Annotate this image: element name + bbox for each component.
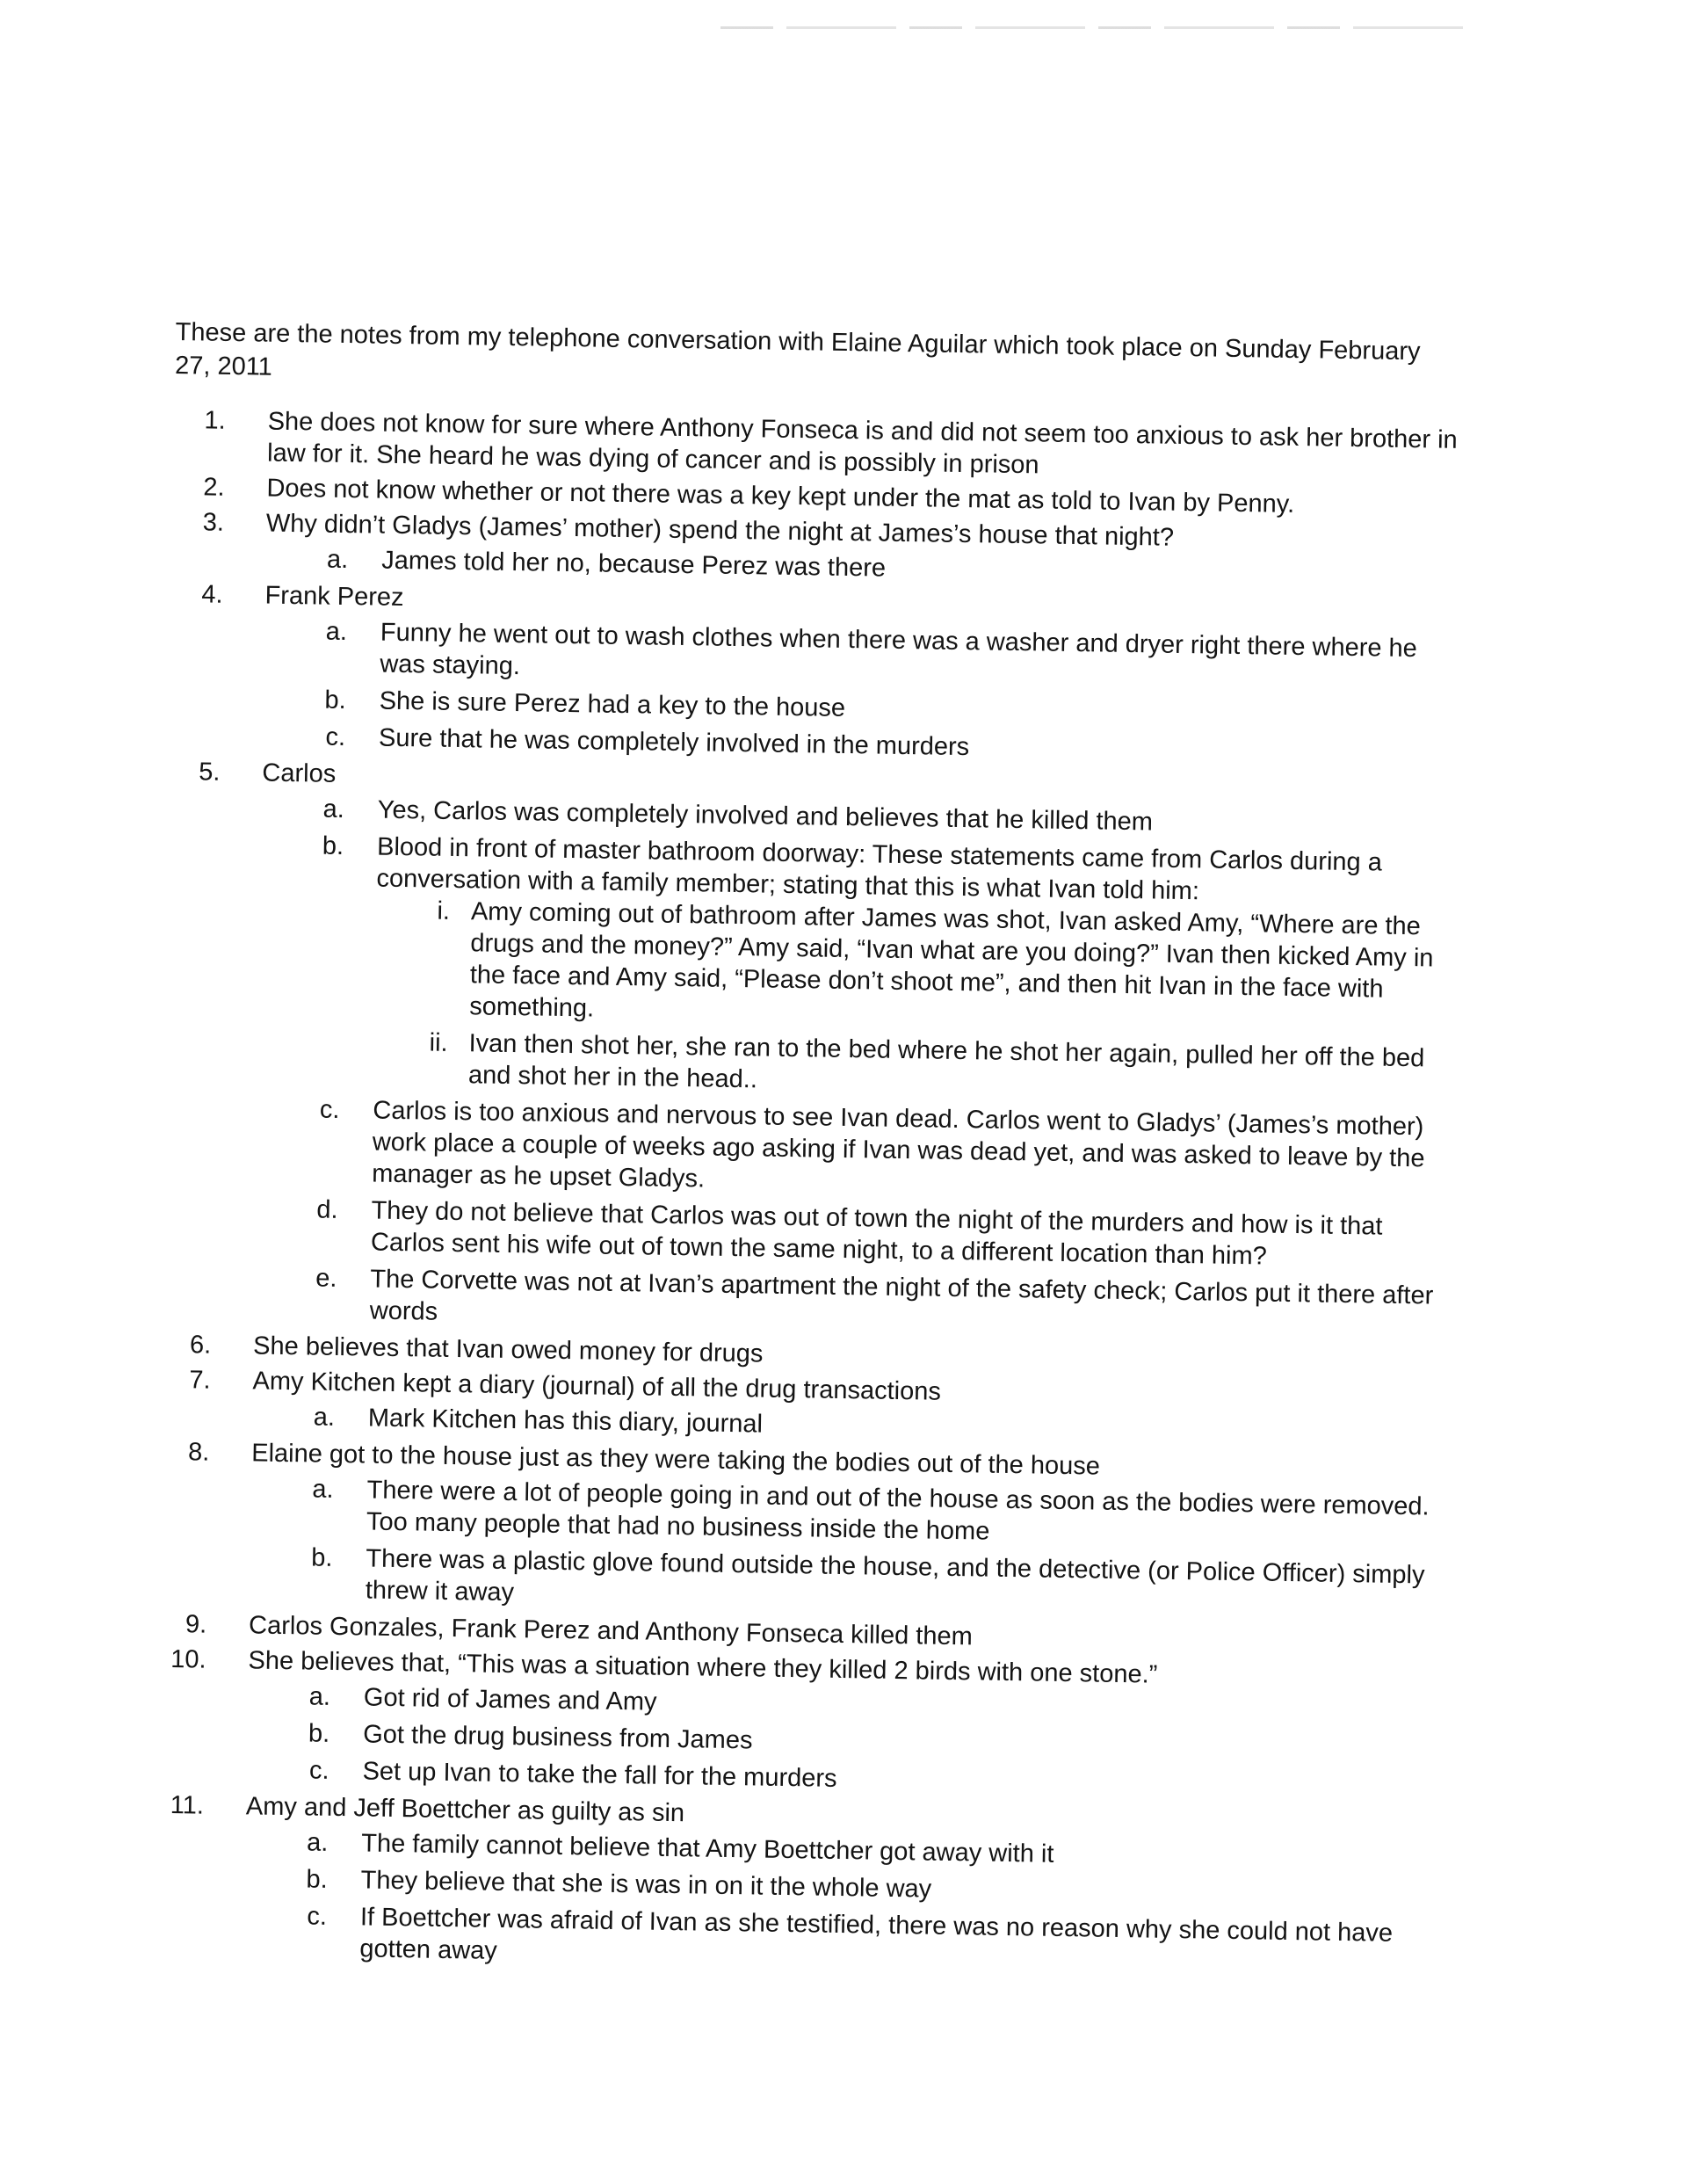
item-number: 1. — [204, 406, 226, 435]
item-number: a. — [308, 1682, 331, 1711]
item-text: The Corvette was not at Ivan’s apartment the night of the safety check; Carlos put it there after words — [369, 1265, 1434, 1326]
item-number: c. — [319, 1095, 340, 1124]
item-number: 9. — [185, 1610, 207, 1639]
item-text: She believes that, “This was a situation where they killed 2 birds with one stone.” — [248, 1646, 1158, 1689]
list-item — [310, 830, 1456, 1106]
item-text: She believes that Ivan owed money for drugs — [252, 1331, 764, 1368]
item-text: Ivan then shot her, she ran to the bed where he shot her again, pulled her off the bed and shot her in the head.. — [467, 1029, 1425, 1094]
item-number: c. — [325, 722, 346, 751]
item-number: 3. — [202, 508, 225, 537]
item-number: b. — [310, 1543, 333, 1572]
list-level-2 — [299, 1680, 1443, 1803]
item-text: She is sure Perez had a key to the house — [379, 686, 846, 722]
item-number: a. — [325, 617, 348, 647]
item-number: b. — [308, 1719, 330, 1748]
list-item — [158, 1643, 1443, 1804]
item-text: Sure that he was completely involved in the murders — [378, 723, 970, 762]
item-number: b. — [306, 1865, 328, 1894]
item-number: 4. — [201, 580, 223, 609]
item-number: a. — [306, 1828, 329, 1857]
item-text: Blood in front of master bathroom doorway: These statements came from Carlos during a conversation with a family member; stating that this is what Ivan told him: — [376, 832, 1383, 906]
item-text: The family cannot believe that Amy Boettcher got away with it — [361, 1829, 1054, 1868]
list-level-3 — [426, 896, 1455, 1107]
item-text: Carlos is too anxious and nervous to see Ivan dead. Carlos went to Gladys’ (James’s mother) work place a couple of weeks ago asking if Ivan was dead yet, and was asked to leave by the manager as he upset Gladys. — [372, 1096, 1425, 1194]
item-text: Carlos Gonzales, Frank Perez and Anthony Fonseca killed them — [248, 1611, 974, 1651]
item-text: Does not know whether or not there was a key kept under the mat as told to Ivan by Penny. — [266, 474, 1295, 519]
item-text: Amy coming out of bathroom after James was shot, Ivan asked Amy, “Where are the drugs and the money?” Amy said, “Ivan what are you doing?” Ivan then kicked Amy in the face and Amy said, “Please don’t shoot me”, and then hit Ivan in the face with something. — [469, 897, 1434, 1023]
list-item — [426, 1027, 1453, 1106]
item-number: b. — [324, 686, 346, 715]
list-level-2 — [307, 793, 1457, 1343]
item-text: Got the drug business from James — [363, 1720, 753, 1755]
notes-list — [156, 404, 1463, 1987]
list-item — [427, 896, 1455, 1038]
item-number: e. — [315, 1264, 337, 1293]
item-number: 11. — [170, 1791, 205, 1820]
scan-artifact-line — [720, 26, 1476, 29]
list-item — [296, 1900, 1439, 1981]
list-item — [307, 1262, 1450, 1343]
item-number: d. — [316, 1195, 338, 1224]
item-text: Funny he went out to wash clothes when there was a washer and dryer right there where he was staying. — [380, 618, 1418, 681]
numbered-list — [156, 404, 1463, 1982]
item-number: a. — [313, 1403, 336, 1432]
item-text: Got rid of James and Amy — [363, 1683, 657, 1716]
list-item — [308, 1194, 1451, 1274]
list-item — [308, 1093, 1452, 1206]
item-number: c. — [308, 1756, 329, 1785]
item-number: 2. — [203, 473, 225, 502]
item-text: If Boettcher was afraid of Ivan as she testified, there was no reason why she could not have gotten away — [359, 1903, 1394, 1965]
item-number: b. — [322, 831, 344, 860]
list-level-2 — [302, 1473, 1446, 1622]
item-text: There were a lot of people going in and out of the house as soon as the bodies were removed. Too many people that had no business inside the home — [366, 1476, 1430, 1546]
item-text: They believe that she is was in on it the whole way — [360, 1866, 932, 1904]
list-level-2 — [296, 1826, 1440, 1981]
list-item — [162, 1436, 1447, 1623]
list-level-2 — [315, 615, 1459, 770]
item-text: James told her no, because Perez was there — [380, 546, 887, 583]
item-number: 7. — [189, 1366, 211, 1395]
item-text: Mark Kitchen has this diary, journal — [367, 1404, 764, 1439]
item-text: Frank Perez — [264, 581, 404, 613]
item-number: 6. — [189, 1331, 212, 1360]
item-text: Amy Kitchen kept a diary (journal) of all the drug transactions — [252, 1367, 942, 1406]
item-number: 10. — [170, 1645, 206, 1674]
item-number: ii. — [429, 1028, 448, 1057]
item-text: Set up Ivan to take the fall for the murders — [362, 1757, 837, 1793]
item-text: There was a plastic glove found outside the house, and the detective (or Police Officer) simply threw it away — [365, 1544, 1425, 1607]
item-text: Why didn’t Gladys (James’ mother) spend the night at James’s house that night? — [265, 509, 1175, 552]
list-item — [302, 1542, 1445, 1622]
list-item — [156, 1789, 1441, 1982]
item-number: a. — [326, 545, 349, 575]
list-item — [316, 615, 1459, 696]
item-number: i. — [437, 896, 451, 925]
list-item — [303, 1473, 1446, 1554]
item-number: c. — [307, 1902, 328, 1931]
list-item — [166, 756, 1458, 1344]
item-text: Yes, Carlos was completely involved and believes that he killed them — [377, 795, 1154, 837]
item-text: Amy and Jeff Boettcher as guilty as sin — [245, 1792, 685, 1828]
item-number: a. — [322, 795, 345, 824]
item-number: a. — [312, 1475, 334, 1504]
list-item — [175, 578, 1460, 771]
item-number: 5. — [198, 758, 221, 787]
item-text: Carlos — [262, 758, 337, 788]
item-text: She does not know for sure where Anthony Fonseca is and did not seem too anxious to ask her brother in law for it. She heard he was dying of cancer and is possibly in prison — [266, 407, 1458, 480]
intro-paragraph: These are the notes from my telephone conversation with Elaine Aguilar which took place on Sunday February 27, 2011 — [174, 317, 1421, 381]
item-number: 8. — [187, 1438, 210, 1467]
item-text: Elaine got to the house just as they were taking the bodies out of the house — [251, 1439, 1101, 1481]
item-text: They do not believe that Carlos was out of town the night of the murders and how is it that Carlos sent his wife out of town the same night, to a different location than him? — [370, 1196, 1383, 1271]
